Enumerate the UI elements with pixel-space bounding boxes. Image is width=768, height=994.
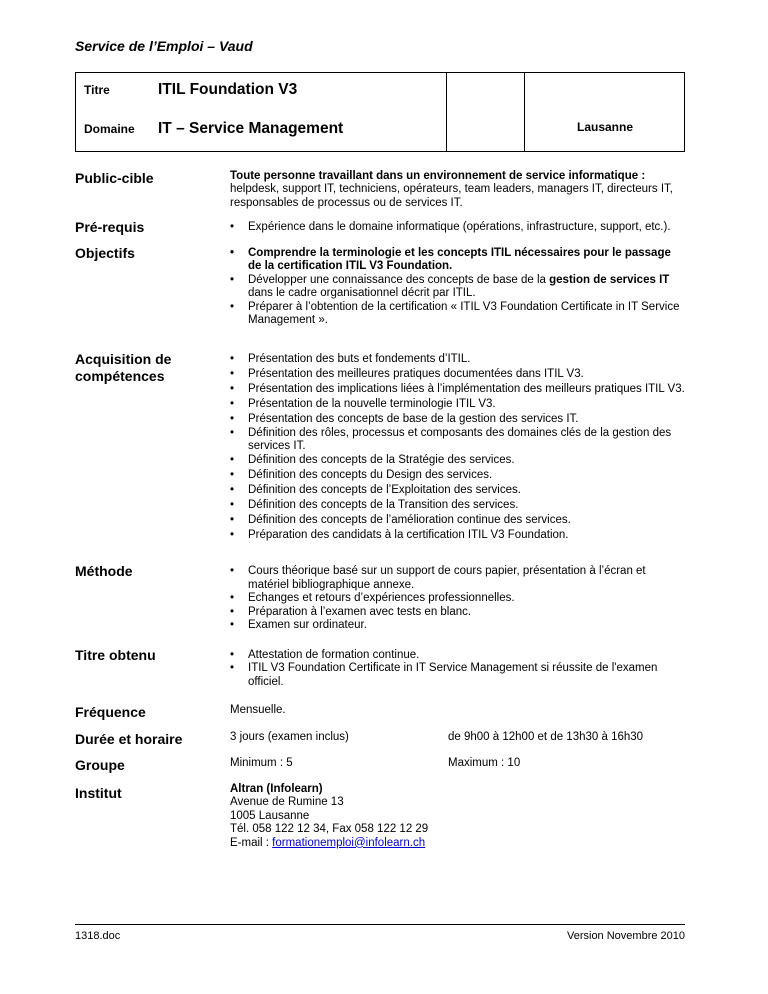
box-divider: [446, 73, 447, 151]
frequence-value: Mensuelle.: [230, 704, 286, 716]
titre-obtenu-list: [230, 649, 685, 689]
institut-city: 1005 Lausanne: [230, 809, 310, 822]
acquisition-label: Acquisition de compétences: [75, 351, 172, 384]
course-location: Lausanne: [576, 120, 633, 134]
list-item: • Présentation des implications liées à l’implémentation des meilleurs pratiques ITIL V3.: [230, 382, 685, 397]
course-info-box: [75, 72, 685, 152]
list-item: • Examen sur ordinateur.: [230, 619, 685, 633]
list-item: • Développer une connaissance des concepts de base de la gestion de services IT dans le cadre organisationnel décrit par ITIL.: [230, 274, 685, 301]
public-label: Public-cible: [75, 170, 154, 186]
list-item: • Préparer à l’obtention de la certification « ITIL V3 Foundation Certificate in IT Service Management ».: [230, 301, 685, 328]
public-text: [230, 170, 685, 210]
public-lead: Toute personne travaillant dans un environnement de service informatique :: [230, 170, 646, 182]
list-item: • Cours théorique basé sur un support de cours papier, présentation à l’écran et matériel bibliographique annexe.: [230, 565, 685, 592]
duree-horaire: de 9h00 à 12h00 et de 13h30 à 16h30: [448, 731, 644, 743]
methode-label: Méthode: [75, 563, 133, 579]
objectifs-list: [230, 247, 685, 327]
acquisition-list: [230, 352, 685, 543]
prerequis-label: Pré-requis: [75, 219, 145, 235]
list-item: • Définition des concepts de la Transition des services.: [230, 498, 685, 513]
list-item: • Définition des concepts du Design des services.: [230, 468, 685, 483]
institut-block: [230, 783, 685, 850]
list-item: • Présentation des concepts de base de la gestion des services IT.: [230, 412, 685, 427]
domaine-label: Domaine: [84, 122, 135, 136]
methode-list: [230, 565, 685, 633]
groupe-label: Groupe: [75, 757, 125, 773]
duree-label: Durée et horaire: [75, 731, 183, 747]
list-item: • Comprendre la terminologie et les concepts ITIL nécessaires pour le passage de la certification ITIL V3 Foundation.: [230, 247, 685, 274]
list-item: • Présentation des buts et fondements d’ITIL.: [230, 352, 685, 367]
frequence-label: Fréquence: [75, 704, 146, 720]
list-item: • Préparation à l’examen avec tests en blanc.: [230, 606, 685, 620]
course-domain: IT – Service Management: [158, 120, 344, 137]
institut-email-line: E-mail : formationemploi@infolearn.ch: [230, 836, 426, 849]
footer-version: Version Novembre 2010: [566, 930, 685, 942]
footer-filename: 1318.doc: [75, 930, 121, 942]
objectifs-label: Objectifs: [75, 245, 135, 261]
box-divider: [524, 73, 525, 151]
public-rest: helpdesk, support IT, techniciens, opérateurs, team leaders, managers IT, directeurs IT, responsables de processus ou de services IT.: [230, 183, 673, 209]
list-item: • Présentation de la nouvelle terminologie ITIL V3.: [230, 397, 685, 412]
page-header: Service de l’Emploi – Vaud: [75, 38, 253, 54]
list-item: • Définition des concepts de la Stratégie des services.: [230, 453, 685, 468]
list-item: • Expérience dans le domaine informatique (opérations, infrastructure, support, etc.).: [230, 221, 685, 234]
groupe-min: Minimum : 5: [230, 757, 293, 769]
prerequis-list: [230, 221, 685, 234]
list-item: • Définition des concepts de l’amélioration continue des services.: [230, 513, 685, 528]
duree-value: 3 jours (examen inclus): [230, 731, 349, 743]
list-item: • Attestation de formation continue.: [230, 649, 685, 662]
titre-label: Titre: [84, 83, 110, 97]
groupe-max: Maximum : 10: [448, 757, 521, 769]
email-link[interactable]: formationemploi@infolearn.ch: [272, 836, 426, 849]
institut-label: Institut: [75, 785, 122, 801]
list-item: • Présentation des meilleures pratiques documentées dans ITIL V3.: [230, 367, 685, 382]
list-item: • Définition des concepts de l’Exploitation des services.: [230, 483, 685, 498]
course-title: ITIL Foundation V3: [158, 81, 298, 98]
list-item: • ITIL V3 Foundation Certificate in IT Service Management si réussite de l'examen officiel.: [230, 662, 685, 689]
institut-phone: Tél. 058 122 12 34, Fax 058 122 12 29: [230, 823, 429, 836]
list-item: • Préparation des candidats à la certification ITIL V3 Foundation.: [230, 528, 685, 543]
list-item: • Définition des rôles, processus et composants des domaines clés de la gestion des services IT.: [230, 427, 685, 454]
footer-divider: [75, 924, 685, 925]
titre-obtenu-label: Titre obtenu: [75, 647, 156, 663]
institut-name: Altran (Infolearn): [230, 783, 323, 795]
institut-address: Avenue de Rumine 13: [230, 796, 344, 809]
list-item: • Echanges et retours d’expériences professionnelles.: [230, 592, 685, 606]
